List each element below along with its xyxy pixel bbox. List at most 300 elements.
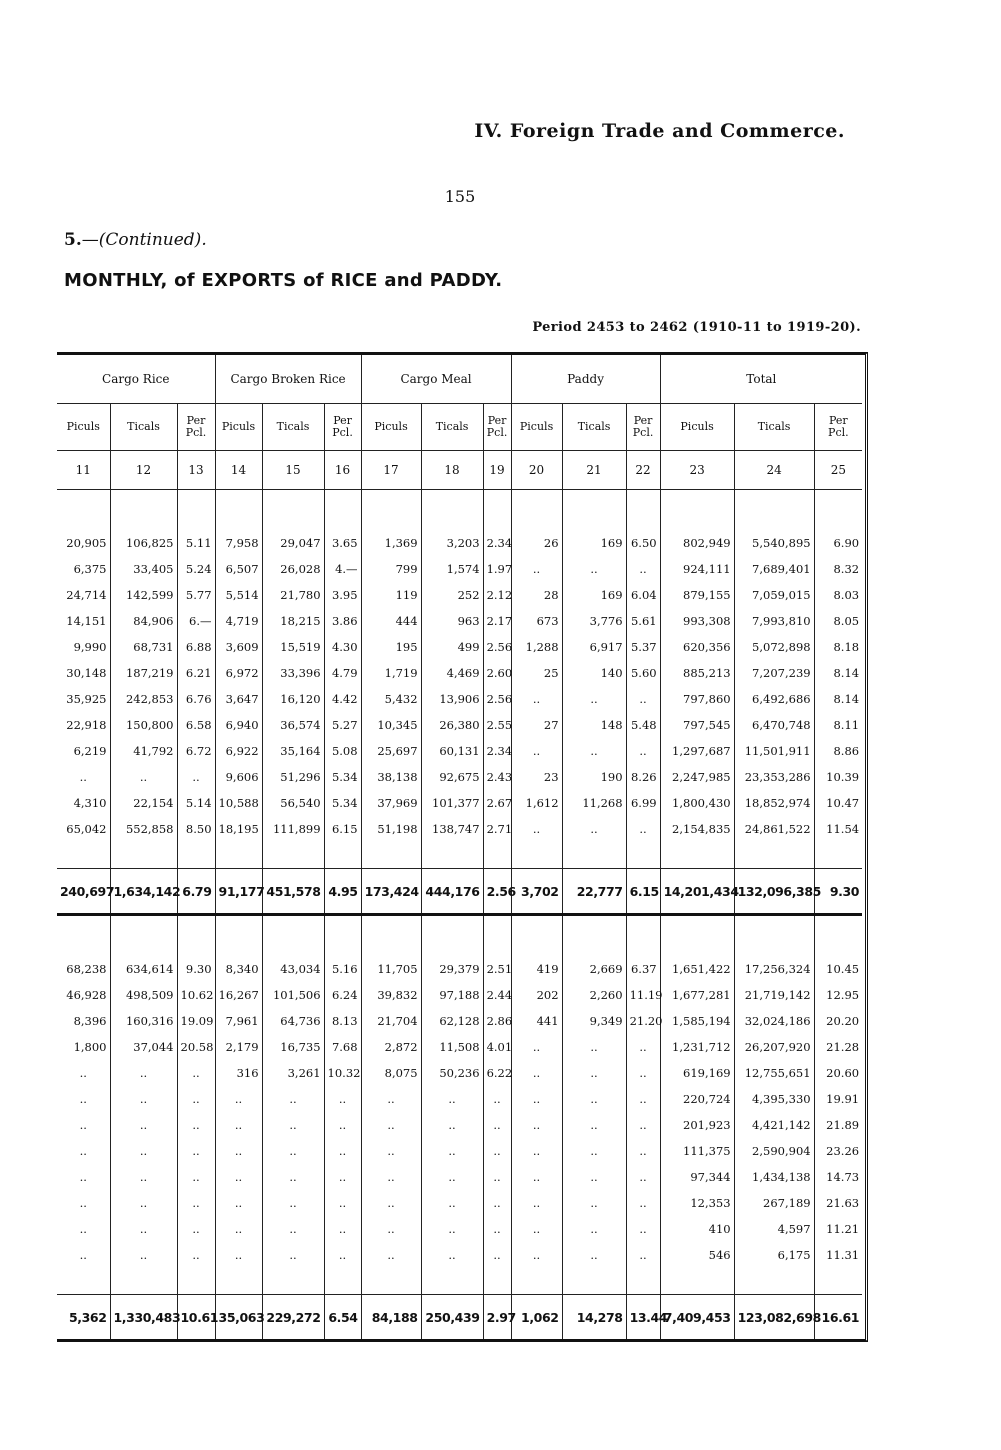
- table-cell: ..: [511, 1112, 562, 1138]
- table-cell: 19.91: [814, 1086, 862, 1112]
- empty-cell: [562, 490, 626, 531]
- table-cell: 138,747: [421, 816, 483, 842]
- table-cell: ..: [626, 1242, 660, 1268]
- table-cell: ..: [626, 738, 660, 764]
- table-cell: ..: [79, 1248, 87, 1262]
- table-cell: 5.34: [324, 790, 361, 816]
- table-cell: 5.34: [324, 764, 361, 790]
- table-cell: 7,059,015: [734, 582, 814, 608]
- column-number: 23: [660, 451, 734, 490]
- table-cell: ..: [177, 1190, 215, 1216]
- table-cell: 2,872: [361, 1034, 421, 1060]
- table-cell: 190: [562, 764, 626, 790]
- table-cell: 132,096,385: [734, 869, 814, 915]
- column-subheader: Piculs: [361, 404, 421, 451]
- table-cell: ..: [511, 1060, 562, 1086]
- table-row: [57, 530, 862, 556]
- empty-cell: [734, 1268, 814, 1295]
- table-cell: ..: [483, 1216, 511, 1242]
- table-cell: 7,689,401: [734, 556, 814, 582]
- table-row: [57, 1112, 862, 1138]
- column-subheader: Ticals: [562, 404, 626, 451]
- table-cell: 16,735: [262, 1034, 324, 1060]
- table-cell: ..: [177, 1164, 215, 1190]
- table-cell: ..: [626, 1138, 660, 1164]
- table-cell: ..: [215, 1242, 262, 1268]
- table-cell: 10.47: [814, 790, 862, 816]
- table-cell: 8.26: [626, 764, 660, 790]
- table-cell: 267,189: [734, 1190, 814, 1216]
- column-subheader: Per Pcl.: [814, 404, 862, 451]
- table-cell: 6,917: [562, 634, 626, 660]
- table-cell: ..: [177, 1112, 215, 1138]
- table-cell: 17,256,324: [734, 956, 814, 982]
- table-cell: 6,175: [734, 1242, 814, 1268]
- empty-cell: [483, 915, 511, 957]
- table-row: [57, 816, 862, 842]
- table-cell: ..: [79, 1196, 87, 1210]
- table-cell: 8.14: [814, 660, 862, 686]
- table-cell: ..: [177, 1242, 215, 1268]
- table-cell: 4.79: [324, 660, 361, 686]
- table-cell: 29,379: [421, 956, 483, 982]
- table-cell: 2.60: [483, 660, 511, 686]
- table-cell: 2.56: [483, 634, 511, 660]
- table-cell: ..: [562, 1242, 626, 1268]
- column-number: 11: [57, 451, 110, 490]
- empty-cell: [262, 490, 324, 531]
- table-cell: 3,261: [262, 1060, 324, 1086]
- empty-cell: [57, 490, 110, 531]
- table-cell: 963: [421, 608, 483, 634]
- table-cell: ..: [562, 1112, 626, 1138]
- table-cell: 119: [361, 582, 421, 608]
- column-number: 24: [734, 451, 814, 490]
- table-cell: 18,195: [215, 816, 262, 842]
- table-cell: 8.50: [177, 816, 215, 842]
- table-cell: 4,597: [734, 1216, 814, 1242]
- table-cell: ..: [79, 1144, 87, 1158]
- table-cell: ..: [215, 1164, 262, 1190]
- table-row: [57, 1060, 862, 1086]
- table-cell: ..: [562, 1034, 626, 1060]
- table-row: [57, 1190, 862, 1216]
- table-cell: 1,719: [361, 660, 421, 686]
- table-cell: ..: [562, 1164, 626, 1190]
- table-cell: ..: [626, 1216, 660, 1242]
- table-cell: 2,669: [562, 956, 626, 982]
- table-cell: 6.99: [626, 790, 660, 816]
- table-cell: 84,906: [110, 608, 177, 634]
- table-cell: 39,832: [361, 982, 421, 1008]
- table-cell: 6,219: [73, 744, 107, 758]
- table-cell: 11,508: [421, 1034, 483, 1060]
- table-cell: 2.12: [483, 582, 511, 608]
- table-cell: 6.22: [483, 1060, 511, 1086]
- table-cell: 6.76: [177, 686, 215, 712]
- empty-cell: [734, 915, 814, 957]
- column-number: 20: [511, 451, 562, 490]
- table-row: [57, 982, 862, 1008]
- table-cell: ..: [262, 1112, 324, 1138]
- table-cell: 5,432: [361, 686, 421, 712]
- empty-cell: [215, 490, 262, 531]
- table-cell: 140: [562, 660, 626, 686]
- table-cell: ..: [361, 1138, 421, 1164]
- empty-cell: [262, 1268, 324, 1295]
- table-cell: ..: [79, 1066, 87, 1080]
- column-subheader: Piculs: [511, 404, 562, 451]
- table-cell: ..: [511, 1138, 562, 1164]
- table-cell: ..: [421, 1190, 483, 1216]
- table-cell: 201,923: [660, 1112, 734, 1138]
- table-cell: ..: [262, 1086, 324, 1112]
- empty-cell: [57, 842, 110, 869]
- subheader-row: [57, 404, 862, 451]
- empty-cell: [421, 1268, 483, 1295]
- table-cell: 65,042: [66, 822, 107, 836]
- table-cell: 6,940: [215, 712, 262, 738]
- table-cell: 3,609: [215, 634, 262, 660]
- column-number: 16: [324, 451, 361, 490]
- total-row: [57, 1295, 862, 1340]
- table-cell: 51,296: [262, 764, 324, 790]
- table-cell: 444: [361, 608, 421, 634]
- table-cell: 8.14: [814, 686, 862, 712]
- table-cell: ..: [262, 1164, 324, 1190]
- table-cell: 9,606: [215, 764, 262, 790]
- table-cell: 8,340: [215, 956, 262, 982]
- empty-cell: [483, 1268, 511, 1295]
- table-cell: ..: [626, 556, 660, 582]
- table-cell: 21,780: [262, 582, 324, 608]
- table-cell: 6.72: [177, 738, 215, 764]
- table-cell: ..: [483, 1112, 511, 1138]
- table-cell: 25,697: [361, 738, 421, 764]
- table-cell: 20,905: [66, 536, 107, 550]
- table-cell: 7.68: [324, 1034, 361, 1060]
- table-cell: ..: [177, 1086, 215, 1112]
- table-row: [57, 556, 862, 582]
- table-cell: 46,928: [66, 988, 107, 1002]
- empty-cell: [511, 490, 562, 531]
- table-cell: 111,899: [262, 816, 324, 842]
- table-cell: 22,918: [66, 718, 107, 732]
- table-cell: 150,800: [110, 712, 177, 738]
- table-cell: 14,151: [66, 614, 107, 628]
- empty-cell: [814, 1268, 862, 1295]
- table-cell: 993,308: [660, 608, 734, 634]
- empty-cell: [262, 842, 324, 869]
- table-cell: ..: [562, 738, 626, 764]
- table-cell: ..: [483, 1138, 511, 1164]
- table-cell: 10.45: [814, 956, 862, 982]
- table-cell: ..: [421, 1112, 483, 1138]
- empty-cell: [562, 842, 626, 869]
- column-number: 25: [814, 451, 862, 490]
- table-cell: 3.86: [324, 608, 361, 634]
- table-cell: 6.79: [177, 869, 215, 915]
- table-cell: 9,990: [73, 640, 107, 654]
- table-cell: 4.95: [324, 869, 361, 915]
- table-row: [57, 1138, 862, 1164]
- table-cell: 1,330,483: [110, 1295, 177, 1340]
- table-cell: ..: [79, 1222, 87, 1236]
- table-cell: ..: [511, 1086, 562, 1112]
- table-cell: 3.95: [324, 582, 361, 608]
- table-cell: 2.55: [483, 712, 511, 738]
- table-cell: 799: [361, 556, 421, 582]
- empty-cell: [814, 842, 862, 869]
- column-subheader: Per Pcl.: [324, 404, 361, 451]
- table-cell: ..: [421, 1086, 483, 1112]
- table-cell: 2.51: [483, 956, 511, 982]
- table-cell: 169: [562, 582, 626, 608]
- empty-cell: [814, 490, 862, 531]
- table-cell: 240,697: [57, 869, 110, 915]
- table-cell: ..: [511, 1216, 562, 1242]
- table-cell: 229,272: [262, 1295, 324, 1340]
- table-cell: 6,492,686: [734, 686, 814, 712]
- table-cell: 5.77: [177, 582, 215, 608]
- table-cell: 6.21: [177, 660, 215, 686]
- table-cell: 546: [660, 1242, 734, 1268]
- table-cell: 6.24: [324, 982, 361, 1008]
- table-cell: 2,154,835: [660, 816, 734, 842]
- empty-cell: [177, 1268, 215, 1295]
- table-cell: 7,207,239: [734, 660, 814, 686]
- table-cell: ..: [562, 1138, 626, 1164]
- table-cell: ..: [110, 1060, 177, 1086]
- empty-cell: [324, 915, 361, 957]
- table-cell: ..: [361, 1216, 421, 1242]
- empty-cell: [814, 915, 862, 957]
- table-row: [57, 1164, 862, 1190]
- table-cell: ..: [511, 1034, 562, 1060]
- table-cell: ..: [421, 1216, 483, 1242]
- table-cell: ..: [483, 1242, 511, 1268]
- table-cell: 1,585,194: [660, 1008, 734, 1034]
- table-cell: 879,155: [660, 582, 734, 608]
- group-header: Paddy: [511, 355, 660, 404]
- table-cell: ..: [110, 1190, 177, 1216]
- group-header: Total: [660, 355, 862, 404]
- table-cell: 11,501,911: [734, 738, 814, 764]
- table-cell: 1,297,687: [660, 738, 734, 764]
- table-row: [57, 1034, 862, 1060]
- table-cell: 148: [562, 712, 626, 738]
- empty-cell: [734, 842, 814, 869]
- table-cell: ..: [511, 1242, 562, 1268]
- table-cell: ..: [562, 686, 626, 712]
- column-number: 22: [626, 451, 660, 490]
- column-subheader: Piculs: [660, 404, 734, 451]
- table-cell: 242,853: [110, 686, 177, 712]
- empty-cell: [660, 1268, 734, 1295]
- table-cell: 8.32: [814, 556, 862, 582]
- table-cell: 4,310: [73, 796, 107, 810]
- table-cell: 12.95: [814, 982, 862, 1008]
- table-cell: 802,949: [660, 530, 734, 556]
- empty-cell: [660, 915, 734, 957]
- table-cell: 11,705: [361, 956, 421, 982]
- table-cell: 16,267: [215, 982, 262, 1008]
- table-cell: 7,993,810: [734, 608, 814, 634]
- table-cell: ..: [177, 764, 215, 790]
- table-cell: ..: [262, 1190, 324, 1216]
- table-cell: 14,201,434: [660, 869, 734, 915]
- table-cell: 3.65: [324, 530, 361, 556]
- table-cell: 33,405: [110, 556, 177, 582]
- empty-cell: [626, 842, 660, 869]
- table-cell: 10.62: [177, 982, 215, 1008]
- table-cell: 10,345: [361, 712, 421, 738]
- table-cell: 26: [511, 530, 562, 556]
- table-cell: 8.05: [814, 608, 862, 634]
- table-cell: 6.15: [324, 816, 361, 842]
- table-cell: 2.71: [483, 816, 511, 842]
- table-cell: 673: [511, 608, 562, 634]
- table-cell: 441: [511, 1008, 562, 1034]
- table-cell: ..: [361, 1086, 421, 1112]
- table-cell: ..: [262, 1242, 324, 1268]
- table-cell: ..: [79, 770, 87, 784]
- table-cell: 4,395,330: [734, 1086, 814, 1112]
- table-cell: 4,719: [215, 608, 262, 634]
- table-cell: 4.42: [324, 686, 361, 712]
- table-cell: ..: [626, 1112, 660, 1138]
- empty-cell: [177, 842, 215, 869]
- table-row: [57, 712, 862, 738]
- table-cell: 2.44: [483, 982, 511, 1008]
- spacer-row: [57, 915, 862, 957]
- empty-cell: [626, 915, 660, 957]
- table-cell: 14.73: [814, 1164, 862, 1190]
- table-cell: 7,961: [215, 1008, 262, 1034]
- table-cell: 499: [421, 634, 483, 660]
- continued-label: [64, 230, 207, 250]
- table-cell: 84,188: [361, 1295, 421, 1340]
- table-cell: 5.61: [626, 608, 660, 634]
- table-row: [57, 686, 862, 712]
- table-cell: 91,177: [215, 869, 262, 915]
- table-cell: 5,514: [215, 582, 262, 608]
- table-row: [57, 764, 862, 790]
- table-cell: 23.26: [814, 1138, 862, 1164]
- table-cell: ..: [562, 1190, 626, 1216]
- table-cell: 6,972: [215, 660, 262, 686]
- table-cell: 5.16: [324, 956, 361, 982]
- table-cell: 33,396: [262, 660, 324, 686]
- table-cell: 111,375: [660, 1138, 734, 1164]
- table-cell: 8.03: [814, 582, 862, 608]
- table-cell: 21.28: [814, 1034, 862, 1060]
- table-cell: ..: [177, 1138, 215, 1164]
- table-cell: ..: [215, 1138, 262, 1164]
- table-cell: 97,344: [660, 1164, 734, 1190]
- continued-text: —(Continued).: [81, 230, 207, 250]
- empty-cell: [511, 842, 562, 869]
- table-cell: 1,677,281: [660, 982, 734, 1008]
- table-cell: ..: [421, 1242, 483, 1268]
- table-cell: 6,922: [215, 738, 262, 764]
- table-cell: 220,724: [660, 1086, 734, 1112]
- empty-cell: [110, 915, 177, 957]
- table-cell: 101,377: [421, 790, 483, 816]
- table-cell: ..: [626, 686, 660, 712]
- table-cell: 5.60: [626, 660, 660, 686]
- table-cell: 11.31: [814, 1242, 862, 1268]
- table-cell: ..: [562, 816, 626, 842]
- table-cell: 7,958: [215, 530, 262, 556]
- table-cell: 5,072,898: [734, 634, 814, 660]
- table-cell: 173,424: [361, 869, 421, 915]
- empty-cell: [110, 490, 177, 531]
- table-cell: 6,470,748: [734, 712, 814, 738]
- table-cell: ..: [177, 1060, 215, 1086]
- table-cell: 8.11: [814, 712, 862, 738]
- column-subheader: Per Pcl.: [177, 404, 215, 451]
- table-cell: 35,925: [66, 692, 107, 706]
- column-subheader: Piculs: [57, 404, 110, 451]
- table-cell: 10.32: [324, 1060, 361, 1086]
- table-cell: ..: [511, 1164, 562, 1190]
- column-subheader: Per Pcl.: [483, 404, 511, 451]
- table-cell: 250,439: [421, 1295, 483, 1340]
- table-cell: ..: [177, 1216, 215, 1242]
- table-row: [57, 738, 862, 764]
- table-cell: 26,207,920: [734, 1034, 814, 1060]
- table-cell: 169: [562, 530, 626, 556]
- table-cell: 29,047: [262, 530, 324, 556]
- column-number: 14: [215, 451, 262, 490]
- table-cell: 18,215: [262, 608, 324, 634]
- table-cell: ..: [483, 1086, 511, 1112]
- empty-cell: [626, 1268, 660, 1295]
- table-cell: 6.58: [177, 712, 215, 738]
- empty-cell: [262, 915, 324, 957]
- table-cell: ..: [626, 1086, 660, 1112]
- table-cell: ..: [626, 1164, 660, 1190]
- table-cell: 5.08: [324, 738, 361, 764]
- period-label: Period 2453 to 2462 (1910-11 to 1919-20).: [532, 320, 861, 335]
- empty-cell: [324, 842, 361, 869]
- table-cell: 20.60: [814, 1060, 862, 1086]
- table-cell: 8.18: [814, 634, 862, 660]
- table-cell: 11.54: [814, 816, 862, 842]
- table-row: [57, 1008, 862, 1034]
- table-cell: 195: [361, 634, 421, 660]
- table-row: [57, 1216, 862, 1242]
- empty-cell: [177, 915, 215, 957]
- table-cell: ..: [626, 1060, 660, 1086]
- column-number: 18: [421, 451, 483, 490]
- table-cell: ..: [324, 1086, 361, 1112]
- table-cell: 13.44: [626, 1295, 660, 1340]
- table-cell: ..: [324, 1190, 361, 1216]
- table-cell: ..: [626, 1190, 660, 1216]
- table-cell: ..: [110, 764, 177, 790]
- empty-cell: [215, 915, 262, 957]
- column-subheader: Ticals: [734, 404, 814, 451]
- table-cell: ..: [262, 1138, 324, 1164]
- empty-cell: [421, 915, 483, 957]
- table-cell: 43,034: [262, 956, 324, 982]
- table-cell: 2,247,985: [660, 764, 734, 790]
- table-cell: 3,776: [562, 608, 626, 634]
- table-cell: 68,731: [110, 634, 177, 660]
- total-row: [57, 869, 862, 915]
